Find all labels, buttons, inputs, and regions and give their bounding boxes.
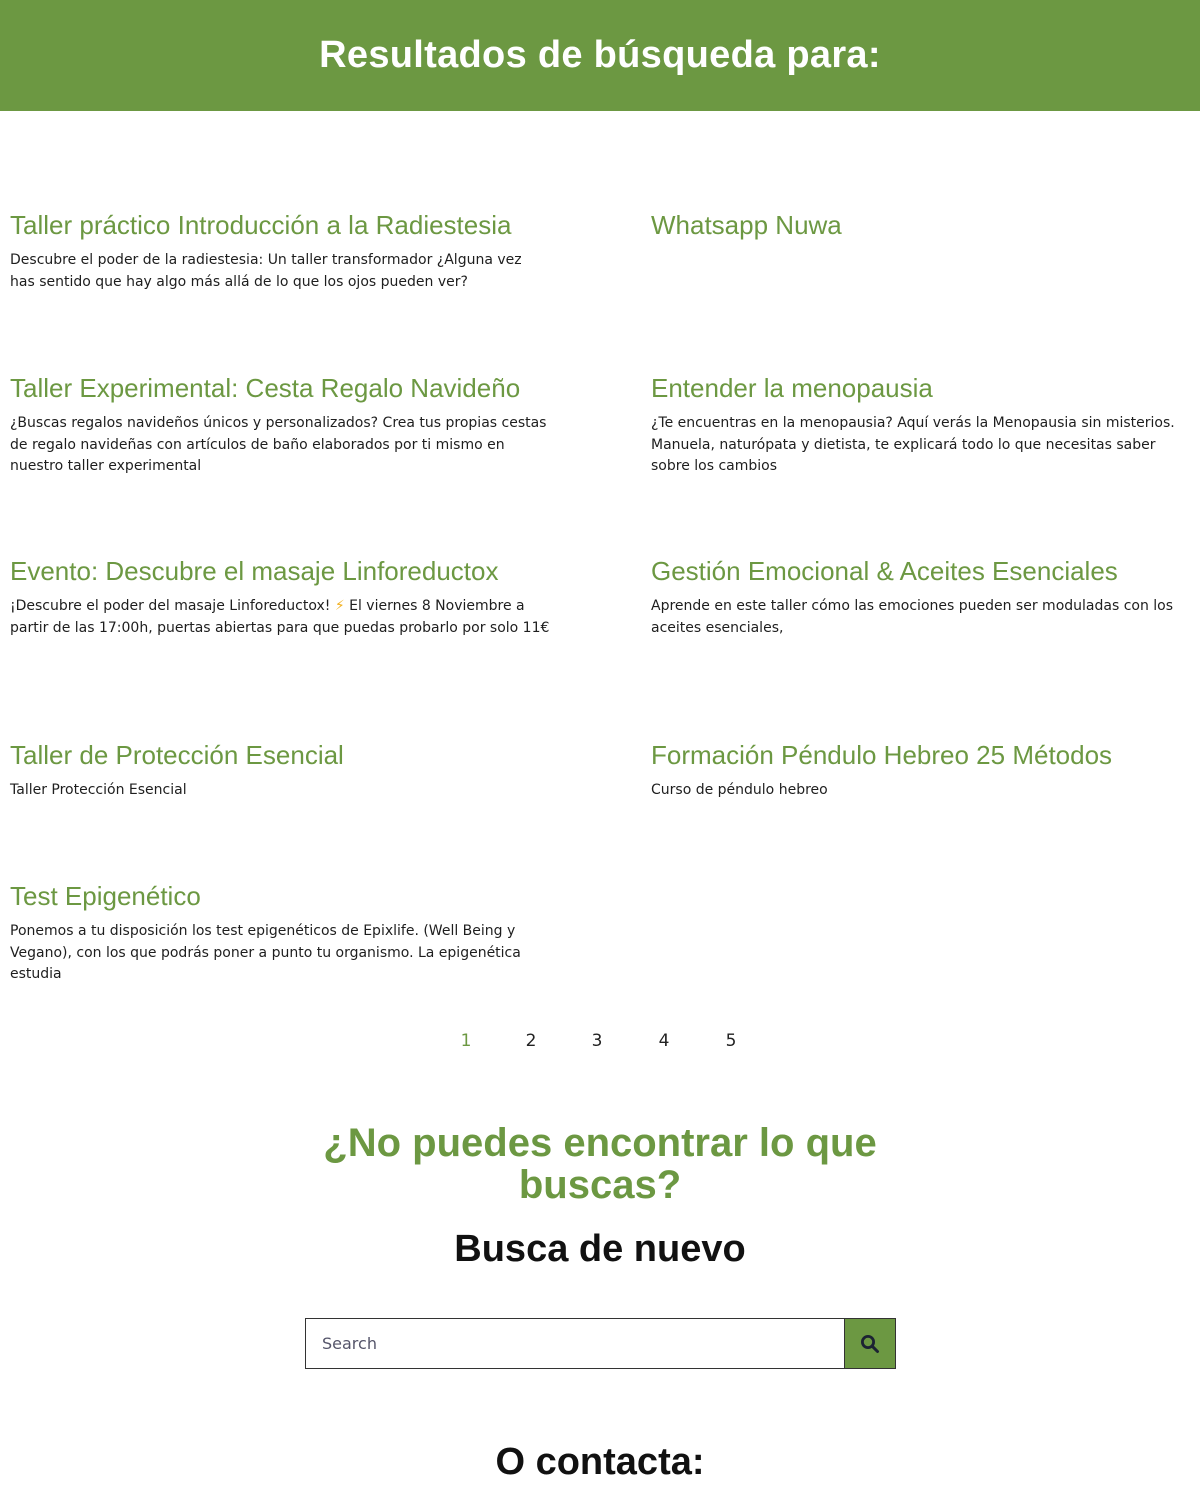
- search-form: [305, 1318, 896, 1369]
- search-input[interactable]: [306, 1319, 844, 1368]
- result-title-link[interactable]: Taller práctico Introducción a la Radiestesia: [10, 210, 512, 240]
- page-link[interactable]: 4: [658, 1031, 670, 1051]
- result-excerpt: ¿Buscas regalos navideños únicos y personalizados? Crea tus propias cestas de regalo navideñas con artículos de baño elaborados por ti mismo en nuestro taller experimental: [10, 415, 547, 474]
- page-link[interactable]: 2: [525, 1031, 537, 1051]
- excerpt-text: El viernes 8 Noviembre a partir de las 17:00h, puertas abiertas para que puedas probarlo por solo 11€: [10, 598, 550, 636]
- search-again-heading: Busca de nuevo: [454, 1228, 746, 1270]
- contact-heading: O contacta:: [495, 1441, 705, 1483]
- lightning-bolt-icon: ⚡: [334, 598, 345, 614]
- result-item: [651, 738, 1191, 802]
- page-title: Resultados de búsqueda para:: [319, 34, 881, 76]
- result-title-link[interactable]: Evento: Descubre el masaje Linforeductox: [10, 556, 499, 586]
- result-excerpt: [10, 596, 550, 639]
- page-link[interactable]: 5: [725, 1031, 737, 1051]
- result-item: [651, 208, 1191, 242]
- result-item: [10, 554, 550, 639]
- result-excerpt: ¿Te encuentras en la menopausia? Aquí verás la Menopausia sin misterios. Manuela, naturópata y dietista, te explicará todo lo que necesitas saber sobre los cambios: [651, 415, 1175, 474]
- pagination: [0, 1026, 1200, 1056]
- result-title-link[interactable]: Gestión Emocional & Aceites Esenciales: [651, 556, 1118, 586]
- result-excerpt: Taller Protección Esencial: [10, 782, 187, 798]
- result-title-link[interactable]: Taller Experimental: Cesta Regalo Navideño: [10, 373, 521, 403]
- result-excerpt: Ponemos a tu disposición los test epigenéticos de Epixlife. (Well Being y Vegano), con los que podrás poner a punto tu organismo. La epigenética estudia: [10, 923, 521, 982]
- not-found-heading: [0, 1122, 1200, 1206]
- result-title-link[interactable]: Whatsapp Nuwa: [651, 210, 842, 240]
- page-link-current[interactable]: 1: [460, 1031, 472, 1051]
- search-icon: [860, 1334, 880, 1354]
- result-title-link[interactable]: Taller de Protección Esencial: [10, 740, 344, 770]
- result-item: [10, 879, 550, 986]
- result-title-link[interactable]: Entender la menopausia: [651, 373, 933, 403]
- not-found-line: buscas?: [518, 1163, 682, 1207]
- excerpt-text: ¡Descubre el poder del masaje Linforeductox!: [10, 598, 331, 614]
- result-excerpt: Curso de péndulo hebreo: [651, 782, 828, 798]
- result-item: [651, 554, 1191, 639]
- page-link[interactable]: 3: [591, 1031, 603, 1051]
- result-item: [10, 371, 550, 478]
- result-title-link[interactable]: Formación Péndulo Hebreo 25 Métodos: [651, 740, 1113, 770]
- result-item: [651, 371, 1191, 478]
- result-item: [10, 208, 550, 293]
- result-excerpt: Descubre el poder de la radiestesia: Un taller transformador ¿Alguna vez has sentido que hay algo más allá de lo que los ojos pueden ver?: [10, 252, 522, 290]
- result-title-link[interactable]: Test Epigenético: [10, 881, 201, 911]
- not-found-line: ¿No puedes encontrar lo que: [323, 1121, 877, 1165]
- result-item: [10, 738, 550, 802]
- search-button[interactable]: [844, 1319, 895, 1368]
- result-excerpt: Aprende en este taller cómo las emociones pueden ser moduladas con los aceites esenciales,: [651, 598, 1174, 636]
